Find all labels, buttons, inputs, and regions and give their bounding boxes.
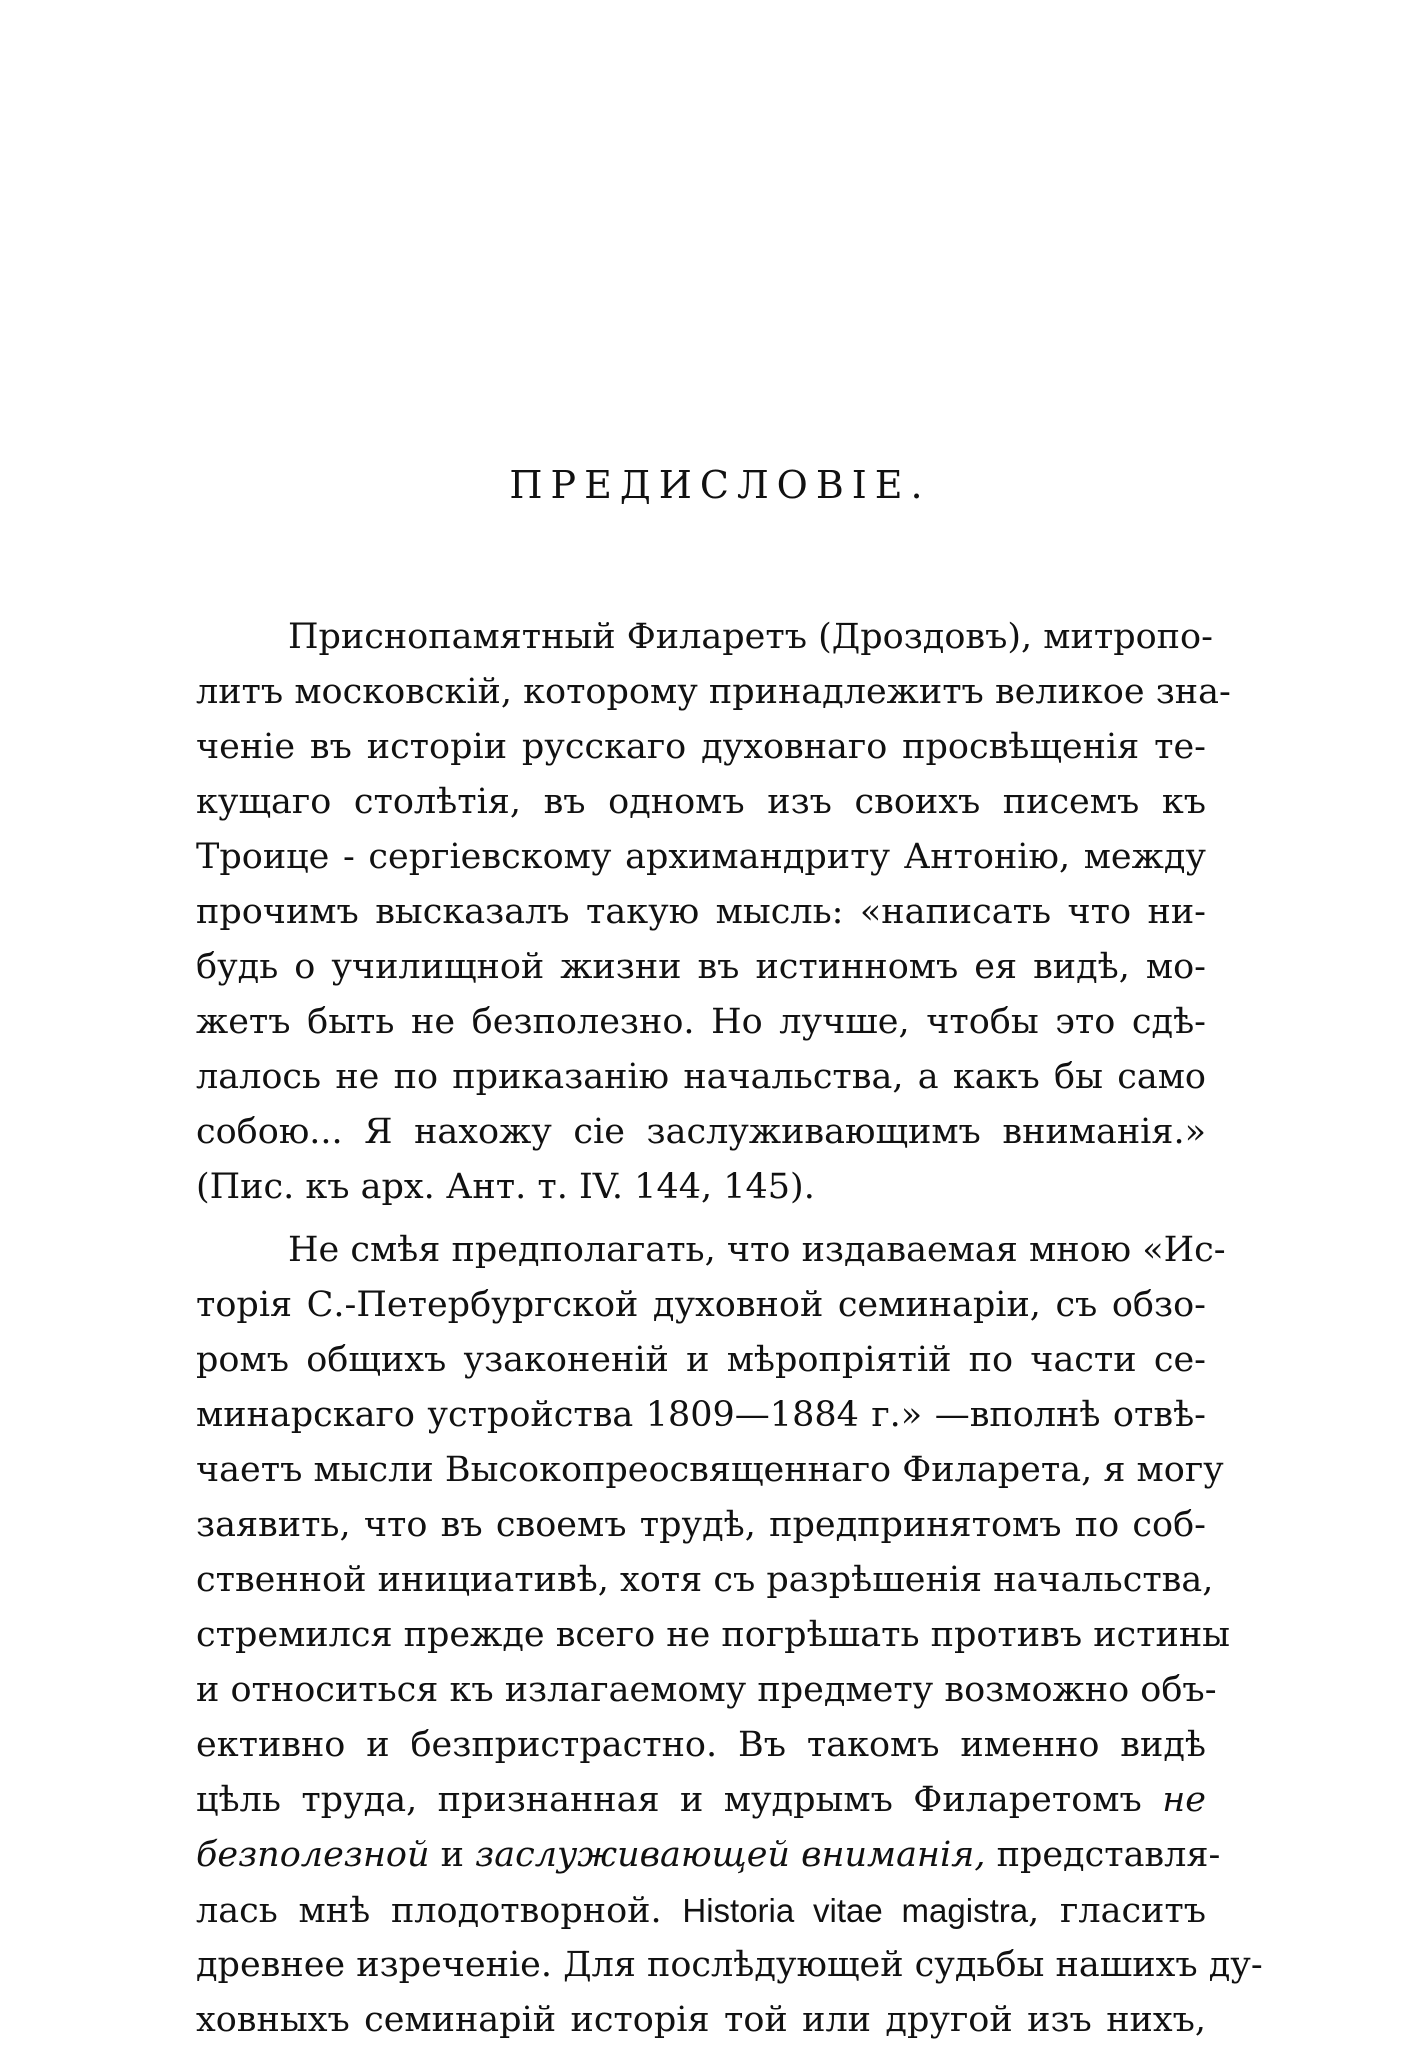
- text-line: [196, 1883, 1206, 1938]
- text-line: кущаго столѣтія, въ одномъ изъ своихъ писемъ къ: [196, 782, 1206, 822]
- text-line: ственной инициативѣ, хотя съ разрѣшенія начальства,: [196, 1560, 1214, 1600]
- text-line: [196, 1773, 1206, 1828]
- text-span: и: [429, 1835, 476, 1875]
- text-line: заявить, что въ своемъ трудѣ, предпринятомъ по соб-: [196, 1505, 1206, 1545]
- latin-quote-span: Historia vitae magistra: [682, 1892, 1029, 1929]
- body-text: [196, 610, 1263, 2048]
- italic-span: безполезной: [196, 1835, 430, 1875]
- text-span: , гласитъ: [1028, 1891, 1206, 1931]
- text-span: представля-: [985, 1835, 1221, 1875]
- text-line: ромъ общихъ узаконеній и мѣропріятій по части се-: [196, 1340, 1206, 1380]
- text-line: литъ московскій, которому принадлежитъ великое зна-: [196, 672, 1231, 712]
- text-line: Приснопамятный Филаретъ (Дроздовъ), митропо-: [288, 617, 1213, 657]
- text-line: Не смѣя предполагать, что издаваемая мною «Ис-: [288, 1230, 1226, 1270]
- text-line: Троице - сергіевскому архимандриту Антонію, между: [196, 837, 1206, 877]
- text-line: [196, 1828, 1221, 1883]
- text-line: ченіе въ исторіи русскаго духовнаго просвѣщенія те-: [196, 727, 1206, 767]
- text-line: ховныхъ семинарій исторія той или другой изъ нихъ,: [196, 2000, 1206, 2040]
- text-line: торія С.-Петербургской духовной семинаріи, съ обзо-: [196, 1285, 1206, 1325]
- text-line: и относиться къ излагаемому предмету возможно объ-: [196, 1670, 1217, 1710]
- page-title: ПРЕДИСЛОВІЕ.: [509, 463, 931, 507]
- text-line: жетъ быть не безполезно. Но лучше, чтобы это сдѣ-: [196, 1002, 1206, 1042]
- text-line: (Пис. къ арх. Ант. т. IV. 144, 145).: [196, 1167, 815, 1207]
- italic-span: заслуживающей вниманія,: [475, 1835, 986, 1875]
- text-line: лалось не по приказанію начальства, а какъ бы само: [196, 1057, 1206, 1097]
- text-line: стремился прежде всего не погрѣшать противъ истины: [196, 1615, 1231, 1655]
- text-span: цѣль труда, признанная и мудрымъ Филаретомъ: [196, 1780, 1163, 1820]
- paragraph-gap: [196, 1215, 1206, 1223]
- text-line: чаетъ мысли Высокопреосвященнаго Филарета, я могу: [196, 1450, 1224, 1490]
- text-line: ективно и безпристрастно. Въ такомъ именно видѣ: [196, 1725, 1206, 1765]
- text-line: прочимъ высказалъ такую мысль: «написать что ни-: [196, 892, 1206, 932]
- italic-span: не: [1162, 1780, 1206, 1820]
- text-line: древнее изреченіе. Для послѣдующей судьбы нашихъ ду-: [196, 1945, 1263, 1985]
- text-line: собою... Я нахожу сіе заслуживающимъ вниманія.»: [196, 1112, 1206, 1152]
- text-span: лась мнѣ плодотворной.: [196, 1891, 683, 1931]
- text-line: будь о училищной жизни въ истинномъ ея видѣ, мо-: [196, 947, 1206, 987]
- text-line: минарскаго устройства 1809—1884 г.» —вполнѣ отвѣ-: [196, 1395, 1206, 1435]
